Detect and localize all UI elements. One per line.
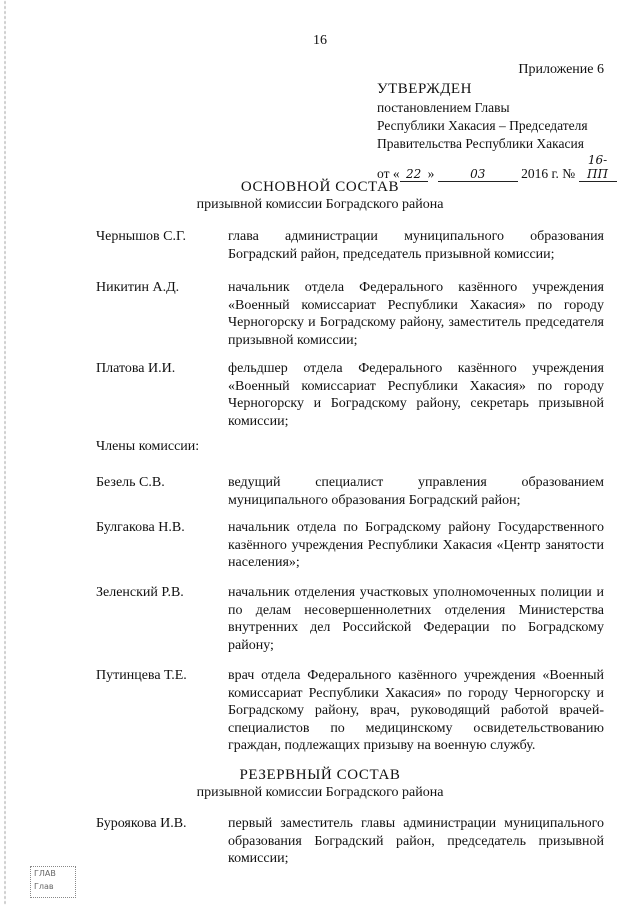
number-handwritten: 16-ПП xyxy=(579,153,617,182)
member-duty: начальник отдела по Боградскому району Государственного казённого учреждения Республики Хакасия «Центр занятости населения»; xyxy=(228,520,604,570)
member-name: Буроякова И.В. xyxy=(96,816,187,831)
member-name: Никитин А.Д. xyxy=(96,280,180,295)
member-name: Путинцева Т.Е. xyxy=(96,668,187,683)
member-duty: врач отдела Федерального казённого учреждения «Военный комиссариат Республики Хакасия» по городу Черногорску и Боградскому району, врач, руководящий работой врачей-специалистов по медицинскому освидетельствованию граждан, подлежащих призыву на военную службу. xyxy=(228,668,604,753)
appendix-label: Приложение 6 xyxy=(518,62,604,77)
member-name: Зеленский Р.В. xyxy=(96,585,184,600)
approval-line-1: постановлением Главы xyxy=(377,100,510,115)
approval-title: УТВЕРЖДЕН xyxy=(377,81,472,97)
member-duty: первый заместитель главы администрации муниципального образования Боградский район, председатель призывной комиссии; xyxy=(228,816,604,866)
member-name: Булгакова Н.В. xyxy=(96,520,185,535)
approval-line-3: Правительства Республики Хакасия xyxy=(377,136,584,151)
approval-block xyxy=(377,80,617,183)
day-handwritten: 22 xyxy=(400,167,428,182)
member-duty: начальник отдела Федерального казённого учреждения «Военный комиссариат Республики Хакасия» по городу Черногорску и Боградскому району, заместитель председателя призывной комиссии; xyxy=(228,280,604,348)
main-heading xyxy=(0,178,640,214)
main-title: ОСНОВНОЙ СОСТАВ xyxy=(240,179,400,195)
member-name: Чернышов С.Г. xyxy=(96,229,186,244)
reserve-title: РЕЗЕРВНЫЙ СОСТАВ xyxy=(239,767,401,783)
reserve-subtitle: призывной комиссии Боградского района xyxy=(196,785,444,800)
approval-line-2: Республики Хакасия – Председателя xyxy=(377,118,588,133)
member-duty: глава администрации муниципального образования Боградский район, председатель призывной комиссии; xyxy=(228,229,604,262)
approval-date-line: от « 22 » 03 2016 г. № 16-ПП xyxy=(377,153,617,183)
corner-stamp: ГЛАВ Глав xyxy=(30,866,76,898)
member-duty: начальник отделения участковых уполномоченных полиции и по делам несовершеннолетних отделения Министерства внутренних дел Российской Федерации по Боградскому району; xyxy=(228,585,604,653)
member-duty: ведущий специалист управления образованием муниципального образования Боградский район; xyxy=(228,475,604,508)
members-label: Члены комиссии: xyxy=(96,439,200,454)
member-name: Платова И.И. xyxy=(96,361,176,376)
member-duty: фельдшер отдела Федерального казённого учреждения «Военный комиссариат Республики Хакасия» по городу Черногорску и Боградскому району, секретарь призывной комиссии; xyxy=(228,361,604,429)
month-handwritten: 03 xyxy=(438,167,518,182)
main-subtitle: призывной комиссии Боградского района xyxy=(196,197,444,212)
member-name: Безель С.В. xyxy=(96,475,165,490)
page-number: 16 xyxy=(313,33,327,48)
reserve-heading xyxy=(0,766,640,802)
